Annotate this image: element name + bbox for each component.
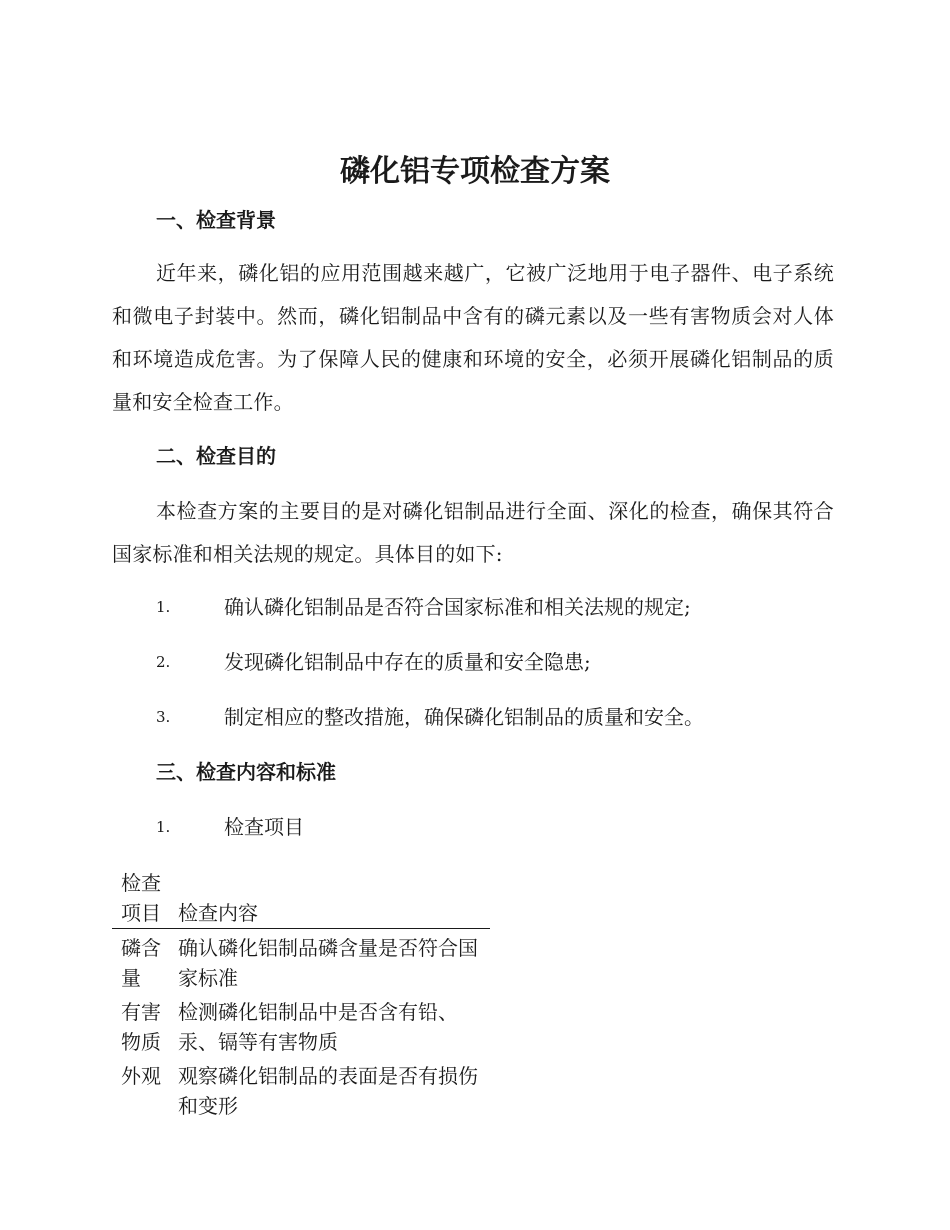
- list-number: 1.: [156, 818, 171, 836]
- document-title: 磷化铝专项检查方案: [340, 154, 610, 189]
- list-number: 2.: [156, 653, 171, 671]
- list-text: 检查项目: [224, 815, 304, 839]
- table-header-row: [112, 868, 490, 929]
- table-cell: 观察磷化铝制品的表面是否有损伤和变形: [178, 1064, 478, 1118]
- table-cell: 检测磷化铝制品中是否含有铅、汞、镉等有害物质: [178, 1000, 458, 1054]
- inspection-table: [112, 868, 490, 1121]
- table-cell: 外观: [121, 1064, 161, 1088]
- section-heading-purpose: 二、检查目的: [156, 444, 276, 468]
- section-heading-background: 一、检查背景: [156, 208, 276, 232]
- list-item: [156, 702, 836, 732]
- list-text: 制定相应的整改措施，确保磷化铝制品的质量和安全。: [224, 705, 704, 729]
- list-text: 发现磷化铝制品中存在的质量和安全隐患;: [224, 650, 591, 674]
- table-header-cell: 检查内容: [178, 901, 258, 925]
- list-text: 确认磷化铝制品是否符合国家标准和相关法规的规定;: [224, 595, 691, 619]
- list-item: [156, 647, 836, 677]
- table-row: [112, 1061, 490, 1121]
- section-paragraph-purpose: 本检查方案的主要目的是对磷化铝制品进行全面、深化的检查，确保其符合国家标准和相关法规的规定。具体目的如下:: [112, 499, 834, 566]
- list-number: 1.: [156, 598, 171, 616]
- list-number: 3.: [156, 708, 171, 726]
- table-row: [112, 997, 490, 1057]
- table-cell: 确认磷化铝制品磷含量是否符合国家标准: [178, 936, 478, 990]
- section-heading-content: 三、检查内容和标准: [156, 760, 336, 784]
- list-item: [156, 812, 836, 842]
- table-cell: 磷含量: [121, 936, 161, 990]
- table-row: [112, 933, 490, 993]
- section-paragraph-background: 近年来，磷化铝的应用范围越来越广，它被广泛地用于电子器件、电子系统和微电子封装中。然而，磷化铝制品中含有的磷元素以及一些有害物质会对人体和环境造成危害。为了保障人民的健康和环境的安全，必须开展磷化铝制品的质量和安全检查工作。: [112, 261, 834, 414]
- list-item: [156, 592, 836, 622]
- table-header-cell: 检查项目: [121, 871, 161, 925]
- table-cell: 有害物质: [121, 1000, 161, 1054]
